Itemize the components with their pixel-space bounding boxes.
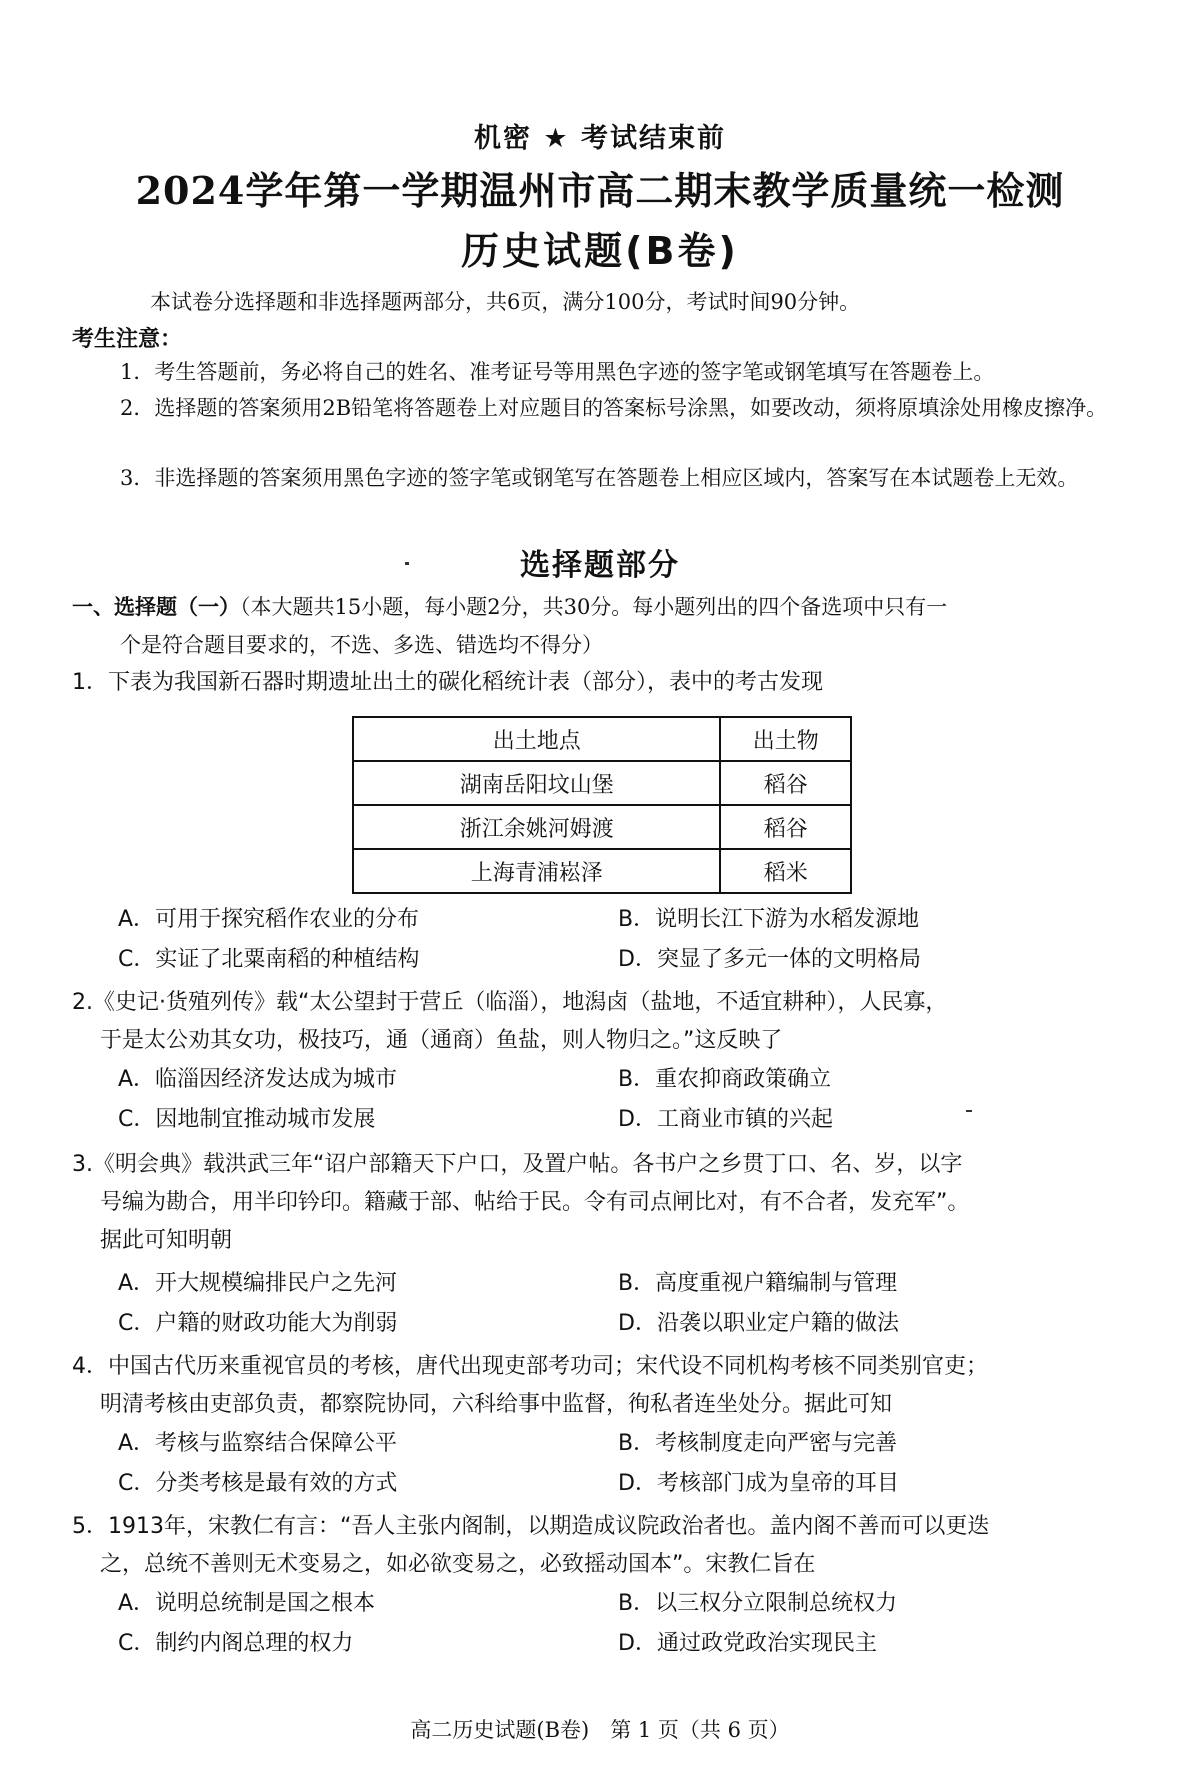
question-stem-line: 2.《史记·货殖列传》载“太公望封于营丘（临淄），地潟卤（盐地，不适宜耕种），人民寡， xyxy=(72,990,948,1015)
option-b[interactable]: B．重农抑商政策确立 xyxy=(618,1067,832,1092)
question-3-stem xyxy=(72,1146,1152,1260)
table-cell: 稻谷 xyxy=(720,761,851,805)
question-stem-line: 据此可知明朝 xyxy=(100,1228,233,1253)
option-b[interactable]: B．高度重视户籍编制与管理 xyxy=(618,1271,898,1296)
archaeology-table xyxy=(352,716,852,894)
option-d[interactable]: D．通过政党政治实现民主 xyxy=(618,1631,877,1656)
table-cell: 上海青浦崧泽 xyxy=(353,849,720,893)
section-title: 选择题部分 xyxy=(520,548,680,583)
confidential-label: 机密 ★ 考试结束前 xyxy=(473,123,726,154)
option-b[interactable]: B．考核制度走向严密与完善 xyxy=(618,1431,898,1456)
question-stem-line: 4．中国古代历来重视官员的考核，唐代出现吏部考功司；宋代设不同机构考核不同类别官吏； xyxy=(72,1354,989,1379)
table-cell: 稻谷 xyxy=(720,805,851,849)
exam-intro: 本试卷分选择题和非选择题两部分，共6页，满分100分，考试时间90分钟。 xyxy=(150,290,861,314)
exam-title: 2024学年第一学期温州市高二期末教学质量统一检测 xyxy=(135,168,1065,213)
option-d[interactable]: D．突显了多元一体的文明格局 xyxy=(618,947,921,972)
option-c[interactable]: C．因地制宜推动城市发展 xyxy=(118,1107,376,1132)
scan-speck xyxy=(966,1110,972,1112)
question-4-stem xyxy=(72,1348,1152,1424)
question-1-stem xyxy=(72,664,1152,702)
part-description-1: （本大题共15小题，每小题2分，共30分。每小题列出的四个备选项中只有一 xyxy=(240,595,948,619)
notice-item-1: 1．考生答题前，务必将自己的姓名、准考证号等用黑色字迹的签字笔或钢笔填写在答题卷上。 xyxy=(120,360,995,384)
table-header-row xyxy=(353,717,851,761)
option-a[interactable]: A．临淄因经济发达成为城市 xyxy=(118,1067,398,1092)
option-c[interactable]: C．户籍的财政功能大为削弱 xyxy=(118,1311,398,1336)
question-3-options xyxy=(118,1264,1118,1344)
option-b[interactable]: B．以三权分立限制总统权力 xyxy=(618,1591,898,1616)
option-a[interactable]: A．说明总统制是国之根本 xyxy=(118,1591,376,1616)
option-a[interactable]: A．开大规模编排民户之先河 xyxy=(118,1271,398,1296)
question-stem-line: 于是太公劝其女功，极技巧，通（通商）鱼盐，则人物归之。”这反映了 xyxy=(100,1028,783,1053)
table-row xyxy=(353,849,851,893)
question-2-stem xyxy=(72,984,1152,1060)
question-5-stem xyxy=(72,1508,1152,1584)
part-description-2: 个是符合题目要求的，不选、多选、错选均不得分） xyxy=(120,633,603,657)
notice-item-2: 2．选择题的答案须用2B铅笔将答题卷上对应题目的答案标号涂黑，如要改动，须将原填涂处用橡皮擦净。 xyxy=(120,396,1108,420)
option-d[interactable]: D．考核部门成为皇帝的耳目 xyxy=(618,1471,899,1496)
option-d[interactable]: D．工商业市镇的兴起 xyxy=(618,1107,833,1132)
table-header-cell: 出土地点 xyxy=(353,717,720,761)
notice-title: 考生注意： xyxy=(72,327,183,352)
question-stem-line: 5．1913年，宋教仁有言：“吾人主张内阁制，以期造成议院政治者也。盖内阁不善而可以更迭 xyxy=(72,1514,990,1539)
option-b[interactable]: B．说明长江下游为水稻发源地 xyxy=(618,907,920,932)
table-row xyxy=(353,805,851,849)
table-row xyxy=(353,761,851,805)
table-cell: 浙江余姚河姆渡 xyxy=(353,805,720,849)
option-a[interactable]: A．考核与监察结合保障公平 xyxy=(118,1431,398,1456)
option-c[interactable]: C．实证了北粟南稻的种植结构 xyxy=(118,947,420,972)
option-c[interactable]: C．制约内阁总理的权力 xyxy=(118,1631,354,1656)
notice-item-3: 3．非选择题的答案须用黑色字迹的签字笔或钢笔写在答题卷上相应区域内，答案写在本试题卷上无效。 xyxy=(120,466,1079,490)
table-cell: 湖南岳阳坟山堡 xyxy=(353,761,720,805)
question-2-options xyxy=(118,1060,1118,1140)
question-1-options xyxy=(118,900,1118,980)
question-stem-line: 之，总统不善则无术变易之，如必欲变易之，必致摇动国本”。宋教仁旨在 xyxy=(100,1552,816,1577)
question-stem-line: 号编为勘合，用半印钤印。籍藏于部、帖给于民。令有司点闸比对，有不合者，发充军”。 xyxy=(100,1190,970,1215)
table-cell: 稻米 xyxy=(720,849,851,893)
question-5-options xyxy=(118,1584,1118,1664)
question-4-options xyxy=(118,1424,1118,1504)
part-heading xyxy=(72,588,1152,664)
question-stem-line: 明清考核由吏部负责，都察院协同，六科给事中监督，徇私者连坐处分。据此可知 xyxy=(100,1392,893,1417)
part-label: 一、选择题（一） xyxy=(72,595,240,619)
page-footer: 高二历史试题(B卷) 第 1 页（共 6 页） xyxy=(410,1718,790,1742)
option-d[interactable]: D．沿袭以职业定户籍的做法 xyxy=(618,1311,899,1336)
question-stem-line: 1．下表为我国新石器时期遗址出土的碳化稻统计表（部分），表中的考古发现 xyxy=(72,670,823,695)
option-a[interactable]: A．可用于探究稻作农业的分布 xyxy=(118,907,420,932)
table-header-cell: 出土物 xyxy=(720,717,851,761)
exam-subtitle: 历史试题(B卷) xyxy=(461,229,739,273)
option-c[interactable]: C．分类考核是最有效的方式 xyxy=(118,1471,398,1496)
question-stem-line: 3.《明会典》载洪武三年“诏户部籍天下户口，及置户帖。各书户之乡贯丁口、名、岁，以字 xyxy=(72,1152,963,1177)
